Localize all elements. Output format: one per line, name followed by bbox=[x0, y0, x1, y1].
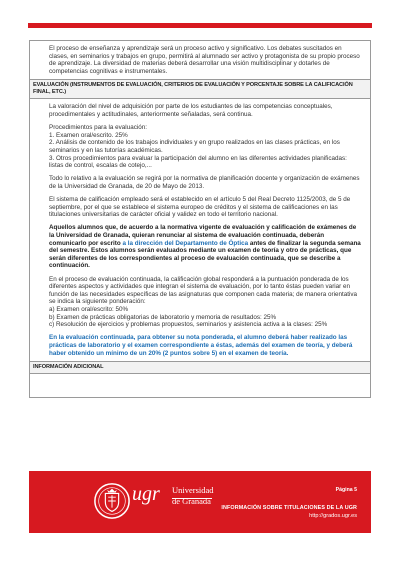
procedure-item-2: 2. Análisis de contenido de los trabajos individuales y en grupo realizados en las clases prácticas, en los seminarios y en las tutorías académicas. bbox=[49, 139, 340, 154]
evaluation-header: EVALUACIÓN (INSTRUMENTOS DE EVALUACIÓN, CRITERIOS DE EVALUACIÓN Y PORCENTAJE SOBRE LA CALIFICACIÓN FINAL, ETC.) bbox=[29, 80, 371, 99]
department-link[interactable]: a la dirección del Departamento de Óptica bbox=[122, 239, 249, 247]
continuous-note-1: En la evaluación continuada, bbox=[49, 334, 138, 342]
university-name: Universidad de Granada bbox=[172, 485, 214, 506]
renounce-text-1: Aquellos alumnos que, de acuerdo a la normativa vigente de evaluación y calificación de exámenes de la Universidad de Granada, quieran renunciar al sistema de evaluación continuada, deberán comunicarlo por escrito bbox=[49, 224, 357, 247]
weighting-item-c: c) Resolución de ejercicios y problemas propuestos, seminarios y asistencia activa a la clases: 25% bbox=[49, 321, 328, 329]
footer-url-link[interactable]: http://grados.ugr.es bbox=[309, 513, 357, 519]
footer-title: INFORMACIÓN SOBRE TITULACIONES DE LA UGR bbox=[221, 505, 357, 511]
footer-banner bbox=[29, 471, 371, 533]
continuous-note-2: para obtener su nota ponderada, el alumno deberá haber realizado las prácticas de laboratorio y el examen correspondiente a éstas, además del examen de teoría, y deberá haber obtenido un mínimo de un 20% (2 puntos sobre 5) en el examen de teoría. bbox=[49, 334, 353, 357]
evaluation-paragraph-2: Todo lo relativo a la evaluación se regirá por la normativa de planificación docente y organización de exámenes de la Universidad de Granada, de 20 de Mayo de 2013. bbox=[49, 175, 360, 190]
methodology-text: El proceso de enseñanza y aprendizaje será un proceso activo y significativo. Los debates suscitados en clases, en seminarios y trabajos en grupo, permitirá al alumnado ser activo y protagonista de su propio proceso de aprendizaje. La diversidad de materias deberá desarrollar una visión multidisciplinar y dotarles de competencias cognitivas e instrumentales. bbox=[49, 45, 360, 75]
university-seal-icon bbox=[93, 482, 131, 520]
procedures-title: Procedimientos para la evaluación: bbox=[49, 124, 148, 132]
logo-divider bbox=[172, 498, 212, 499]
top-accent-bar bbox=[28, 23, 372, 28]
procedure-item-3: 3. Otros procedimientos para evaluar la participación del alumno en las diferentes actividades planificadas: listas de control, escalas de cotejo,... bbox=[49, 154, 347, 170]
ugr-logo-text: ugr bbox=[132, 483, 160, 505]
weighting-item-a: a) Examen oral/escrito: 50% bbox=[49, 306, 129, 313]
methodology-cell bbox=[30, 41, 370, 79]
renounce-text-2: antes de finalizar la segunda semana del semestre. Estos alumnos serán evaluados mediante un examen de teoría y otro de prácticas, que serán diferentes de los correspondientes al proceso de evaluación continuada, que se describe a continuación. bbox=[49, 239, 361, 270]
evaluation-paragraph-1: La valoración del nivel de adquisición por parte de los estudiantes de las competencias conceptuales, procedimentales y actitudinales, anteriormente señaladas, será continua. bbox=[49, 103, 333, 118]
weighting-intro: En el proceso de evaluación continuada, la calificación global responderá a la puntuación ponderada de los diferentes aspectos y actividades que integran el sistema de evaluación, por lo tanto éstas pueden variar en función de las necesidades específicas de las asignaturas que componen cada materia; de manera orientativa se indica la siguiente ponderación: bbox=[49, 275, 358, 306]
page-number: Página 5 bbox=[335, 487, 357, 493]
evaluation-paragraph-5 bbox=[49, 276, 362, 329]
evaluation-paragraph-4 bbox=[49, 224, 362, 270]
methodology-box bbox=[29, 40, 371, 80]
evaluation-paragraph-3: El sistema de calificación empleado será el establecido en el artículo 5 del Real Decreto 1125/2003, de 5 de septiembre, por el que se establece el sistema europeo de créditos y el sistema de calificaciones en las titulaciones universitarias de carácter oficial y validez en todo el territorio nacional. bbox=[49, 196, 351, 219]
procedures-paragraph bbox=[49, 124, 362, 170]
guide-content bbox=[29, 40, 371, 398]
weighting-item-b: b) Examen de prácticas obligatorias de laboratorio y memoria de resultados: 25% bbox=[49, 313, 277, 321]
procedure-item-1: 1. Examen oral/escrito. 25% bbox=[49, 131, 128, 139]
evaluation-paragraph-6 bbox=[49, 334, 362, 357]
additional-info-content bbox=[30, 374, 370, 397]
evaluation-box bbox=[29, 99, 371, 362]
additional-info-box bbox=[29, 374, 371, 398]
evaluation-cell bbox=[30, 99, 370, 361]
additional-info-header: INFORMACIÓN ADICIONAL bbox=[29, 362, 371, 374]
